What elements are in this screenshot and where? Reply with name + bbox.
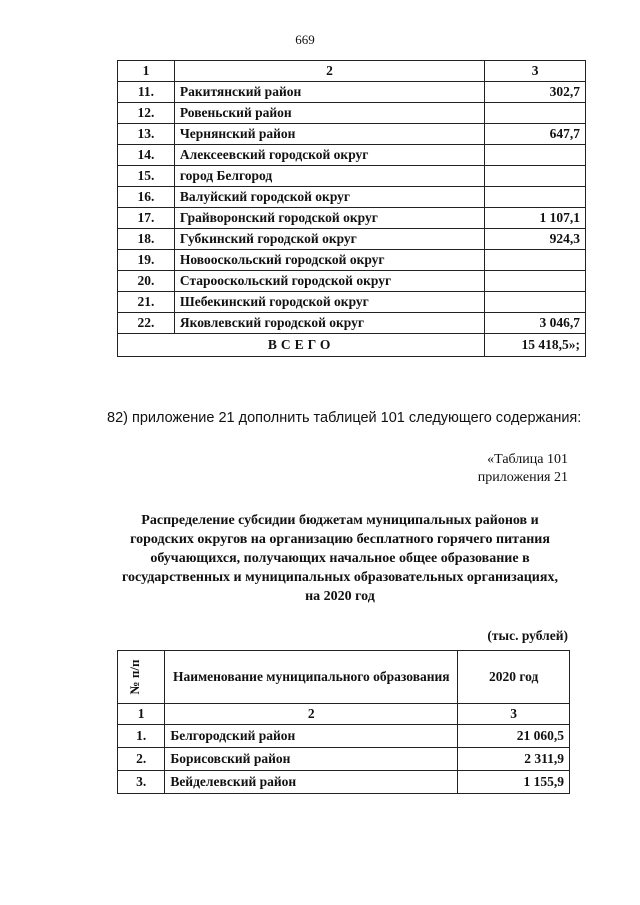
column-number-2: 2 — [174, 61, 484, 82]
subsidy-value: 647,7 — [485, 124, 586, 145]
row-number: 13. — [118, 124, 175, 145]
subsidy-value: 924,3 — [485, 229, 586, 250]
district-name: Алексеевский городской округ — [174, 145, 484, 166]
subsidy-value — [485, 271, 586, 292]
table-row — [118, 313, 586, 334]
column-number-1: 1 — [118, 704, 165, 725]
table-row — [118, 292, 586, 313]
table-row — [118, 229, 586, 250]
column-number-2: 2 — [165, 704, 458, 725]
row-number: 19. — [118, 250, 175, 271]
table-caption-line2: приложения 21 — [477, 470, 568, 485]
row-number: 15. — [118, 166, 175, 187]
table-row — [118, 725, 570, 748]
header-number-text: № п/п — [127, 659, 142, 695]
page-number: 669 — [295, 32, 315, 47]
subsidy-value — [485, 187, 586, 208]
total-label: ВСЕГО — [118, 334, 485, 357]
row-number: 2. — [118, 748, 165, 771]
row-number: 16. — [118, 187, 175, 208]
table-row — [118, 145, 586, 166]
subsidy-value: 1 107,1 — [485, 208, 586, 229]
table-row — [118, 103, 586, 124]
table-row — [118, 208, 586, 229]
table-row — [118, 82, 586, 103]
table-header-row — [118, 651, 570, 704]
total-value: 15 418,5»; — [485, 334, 586, 357]
row-number: 22. — [118, 313, 175, 334]
column-number-row — [118, 61, 586, 82]
row-number: 1. — [118, 725, 165, 748]
row-number: 21. — [118, 292, 175, 313]
subsidy-value: 2 311,9 — [458, 748, 570, 771]
column-number-3: 3 — [458, 704, 570, 725]
district-name: Вейделевский район — [165, 771, 458, 794]
subsidy-value: 3 046,7 — [485, 313, 586, 334]
amendment-paragraph: 82) приложение 21 дополнить таблицей 101 следующего содержания: — [107, 410, 582, 426]
subsidy-value: 302,7 — [485, 82, 586, 103]
header-name: Наименование муниципального образования — [165, 651, 458, 704]
table-row — [118, 771, 570, 794]
district-name: Яковлевский городской округ — [174, 313, 484, 334]
subsidy-distribution-table — [117, 650, 570, 794]
table-caption-line1: «Таблица 101 — [487, 452, 568, 467]
district-name: Старооскольский городской округ — [174, 271, 484, 292]
column-number-row — [118, 704, 570, 725]
row-number: 12. — [118, 103, 175, 124]
subsidy-value — [485, 103, 586, 124]
table-row — [118, 748, 570, 771]
district-name: Ракитянский район — [174, 82, 484, 103]
units-label: (тыс. рублей) — [487, 628, 568, 643]
row-number: 11. — [118, 82, 175, 103]
row-number: 17. — [118, 208, 175, 229]
table-row — [118, 271, 586, 292]
header-number — [118, 651, 165, 704]
header-year: 2020 год — [458, 651, 570, 704]
table-row — [118, 124, 586, 145]
district-name: город Белгород — [174, 166, 484, 187]
subsidy-value — [485, 145, 586, 166]
subsidy-value: 21 060,5 — [458, 725, 570, 748]
subsidy-value — [485, 166, 586, 187]
district-name: Новооскольский городской округ — [174, 250, 484, 271]
subsidy-table-continued — [117, 60, 586, 357]
district-name: Грайворонский городской округ — [174, 208, 484, 229]
row-number: 3. — [118, 771, 165, 794]
subsidy-value — [485, 292, 586, 313]
district-name: Валуйский городской округ — [174, 187, 484, 208]
row-number: 14. — [118, 145, 175, 166]
row-number: 20. — [118, 271, 175, 292]
column-number-1: 1 — [118, 61, 175, 82]
table-row — [118, 250, 586, 271]
district-name: Борисовский район — [165, 748, 458, 771]
subsidy-value: 1 155,9 — [458, 771, 570, 794]
subsidy-value — [485, 250, 586, 271]
district-name: Белгородский район — [165, 725, 458, 748]
district-name: Ровеньский район — [174, 103, 484, 124]
district-name: Губкинский городской округ — [174, 229, 484, 250]
column-number-3: 3 — [485, 61, 586, 82]
district-name: Шебекинский городской округ — [174, 292, 484, 313]
table-row — [118, 166, 586, 187]
row-number: 18. — [118, 229, 175, 250]
document-title: Распределение субсидии бюджетам муниципальных районов и городских округов на организацию бесплатного горячего питания обучающихся, получающих начальное общее образование в государственных и муниципальных образовательных организациях, на 2020 год — [122, 513, 558, 604]
total-row — [118, 334, 586, 357]
table-row — [118, 187, 586, 208]
district-name: Чернянский район — [174, 124, 484, 145]
